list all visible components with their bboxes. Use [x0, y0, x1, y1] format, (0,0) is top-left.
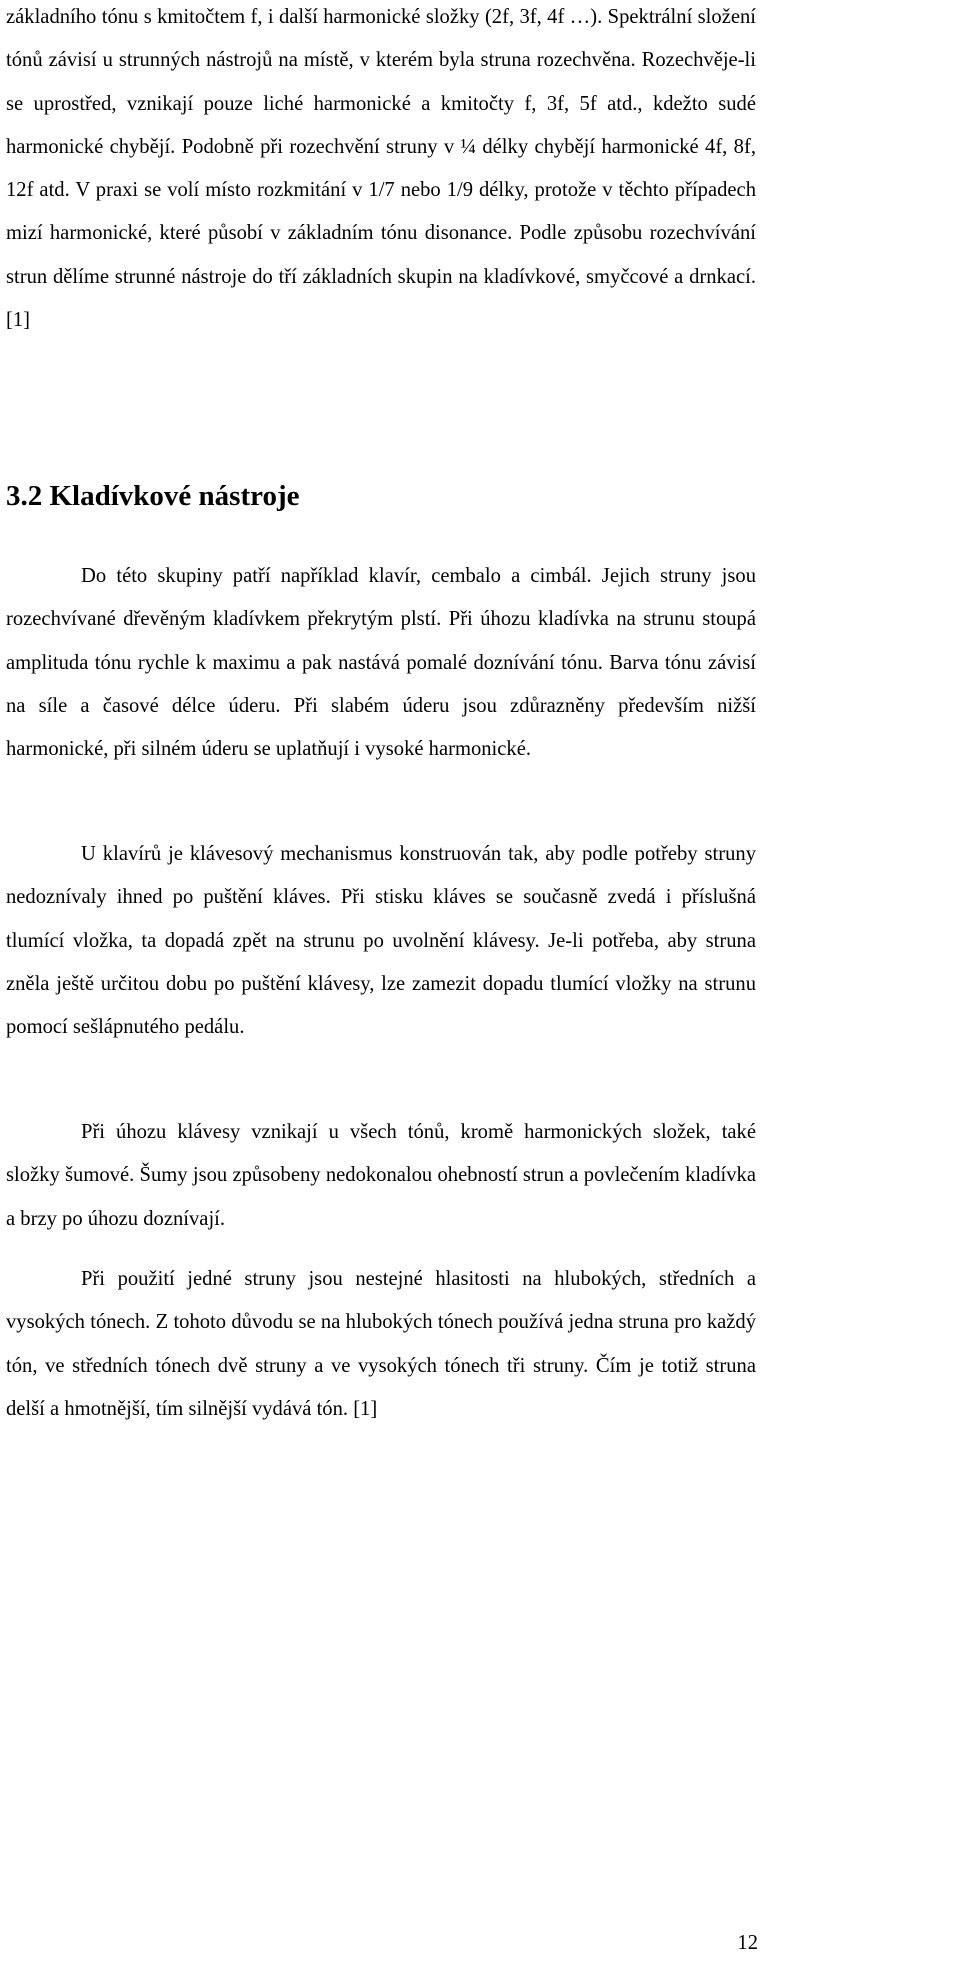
paragraph-piano-mechanism: U klavírů je klávesový mechanismus konstruován tak, aby podle potřeby struny nedoznívaly ihned po puštění kláves. Při stisku kláves se současně zvedá i příslušná tlumící vložka, ta dopadá zpět na strunu po uvolnění klávesy. Je-li potřeba, aby struna zněla ještě určitou dobu po puštění klávesy, lze zamezit dopadu tlumící vložky na strunu pomocí sešlápnutého pedálu. — [6, 843, 756, 1039]
page-number: 12 — [737, 1932, 758, 1954]
paragraph-hammer-instruments: Do této skupiny patří například klavír, cembalo a cimbál. Jejich struny jsou rozechvívané dřevěným kladívkem překrytým plstí. Při úhozu kladívka na strunu stoupá amplituda tónu rychle k maximu a pak nastává pomalé doznívání tónu. Barva tónu závisí na síle a časové délce úderu. Při slabém úderu jsou zdůrazněny především nižší harmonické, při silném úderu se uplatňují i vysoké harmonické. — [6, 565, 756, 761]
section-heading: 3.2 Kladívkové nástroje — [6, 480, 300, 512]
paragraph-string-count: Při použití jedné struny jsou nestejné hlasitosti na hlubokých, středních a vysokých tónech. Z tohoto důvodu se na hlubokých tónech používá jedna struna pro každý tón, ve středních tónech dvě struny a ve vysokých tónech tři struny. Čím je totiž struna delší a hmotnější, tím silnější vydává tón. [1] — [6, 1268, 756, 1420]
paragraph-intro: základního tónu s kmitočtem f, i další harmonické složky (2f, 3f, 4f …). Spektrální složení tónů závisí u strunných nástrojů na místě, v kterém byla struna rozechvěna. Rozechvěje-li se uprostřed, vznikají pouze liché harmonické a kmitočty f, 3f, 5f atd., kdežto sudé harmonické chybějí. Podobně při rozechvění struny v ¼ délky chybějí harmonické 4f, 8f, 12f atd. V praxi se volí místo rozkmitání v 1/7 nebo 1/9 délky, protože v těchto případech mizí harmonické, které působí v základním tónu disonance. Podle způsobu rozechvívání strun dělíme strunné nástroje do tří základních skupin na kladívkové, smyčcové a drnkací. [1] — [6, 6, 756, 332]
paragraph-noise-components: Při úhozu klávesy vznikají u všech tónů, kromě harmonických složek, také složky šumové. Šumy jsou způsobeny nedokonalou ohebností strun a povlečením kladívka a brzy po úhozu doznívají. — [6, 1121, 756, 1230]
